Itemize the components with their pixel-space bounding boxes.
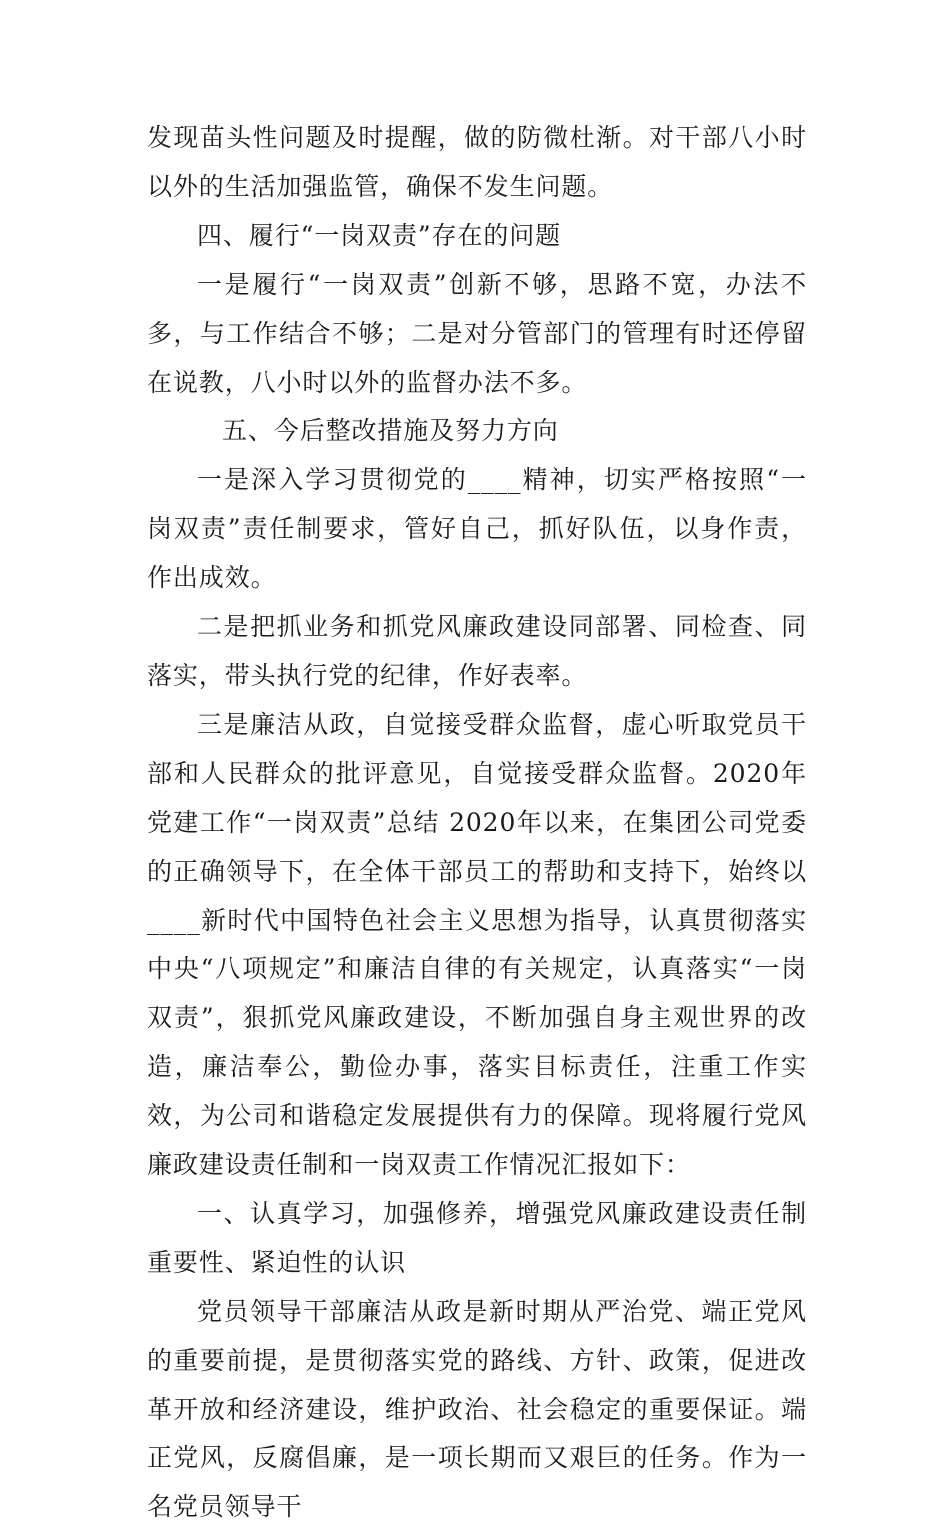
paragraph-problems: 一是履行“一岗双责”创新不够，思路不宽，办法不多，与工作结合不够；二是对分管部门的管理有时还停留在说教，八小时以外的监督办法不多。 (147, 269, 807, 397)
section-heading-one: 一、认真学习，加强修养，增强党风廉政建设责任制重要性、紧迫性的认识 (147, 1198, 807, 1277)
paragraph-continuation: 发现苗头性问题及时提醒，做的防微杜渐。对干部八小时以外的生活加强监管，确保不发生问题。 (147, 123, 807, 201)
document-body (147, 114, 807, 1532)
paragraph-measure-two: 二是把抓业务和抓党风廉政建设同部署、同检查、同落实，带头执行党的纪律，作好表率。 (147, 612, 807, 690)
paragraph-measure-three: 三是廉洁从政，自觉接受群众监督，虚心听取党员干部和人民群众的批评意见，自觉接受群众监督。2020年党建工作“一岗双责”总结 2020年以来，在集团公司党委的正确领导下，在全体干部员工的帮助和支持下，始终以____新时代中国特色社会主义思想为指导，认真贯彻落实中央“八项规定”和廉洁自律的有关规定，认真落实“一岗双责”，狠抓党风廉政建设，不断加强自身主观世界的改造，廉洁奉公，勤俭办事，落实目标责任，注重工作实效，为公司和谐稳定发展提供有力的保障。现将履行党风廉政建设责任制和一岗双责工作情况汇报如下： (147, 709, 807, 1180)
paragraph-measure-one: 一是深入学习贯彻党的____精神，切实严格按照“一岗双责”责任制要求，管好自己，抓好队伍，以身作责，作出成效。 (147, 465, 807, 593)
section-heading-four: 四、履行“一岗双责”存在的问题 (197, 220, 562, 250)
section-heading-five: 五、今后整改措施及努力方向 (222, 416, 559, 446)
paragraph-integrity: 党员领导干部廉洁从政是新时期从严治党、端正党风的重要前提，是贯彻落实党的路线、方针、政策，促进改革开放和经济建设，维护政治、社会稳定的重要保证。端正党风，反腐倡廉，是一项长期而又艰巨的任务。作为一名党员领导干 (147, 1296, 807, 1522)
